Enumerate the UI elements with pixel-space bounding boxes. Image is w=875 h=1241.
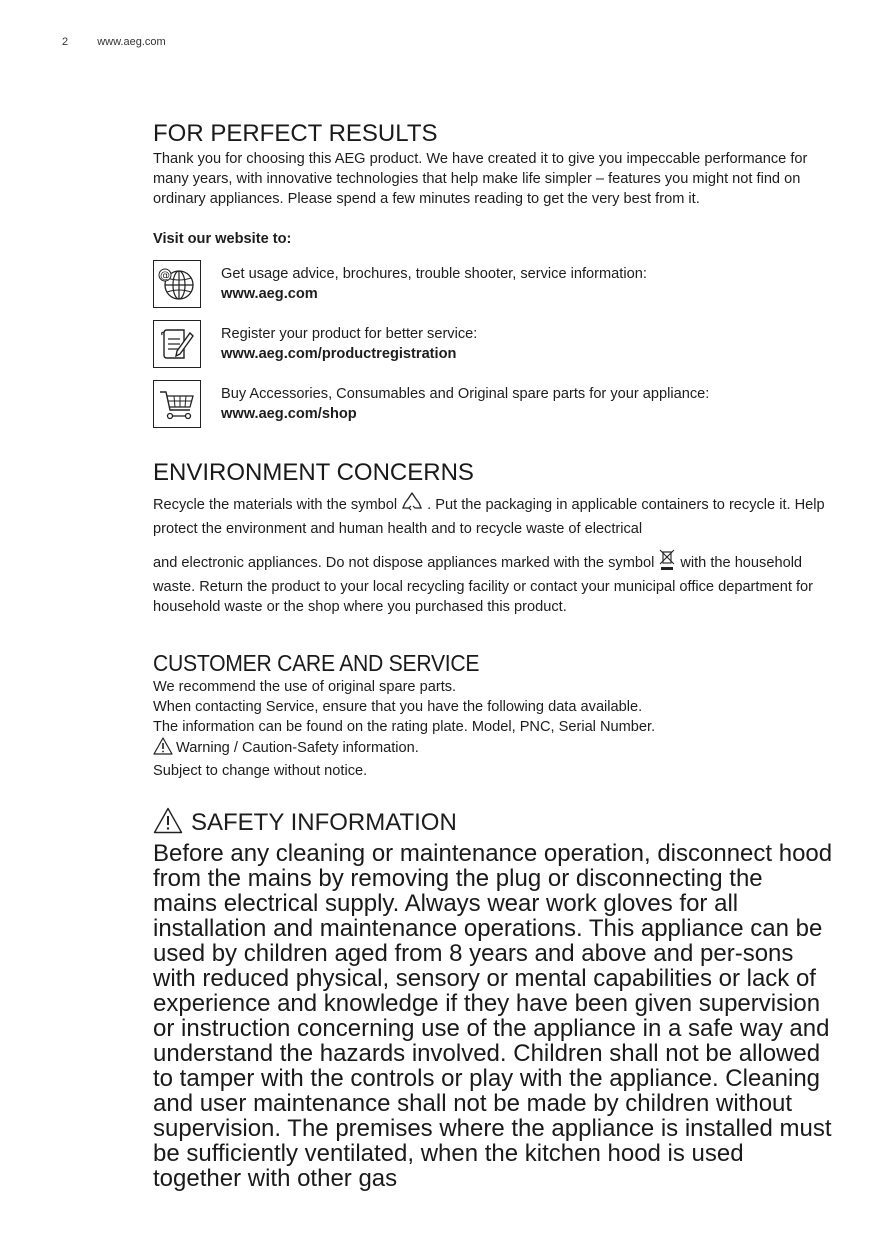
intro-paragraph: Thank you for choosing this AEG product. We have created it to give you impeccable performance for many years, with innovative technologies that help make life simpler – features you might not find on ordinary appliances. Please spend a few minutes reading to get the very best from it. bbox=[153, 151, 808, 207]
care-line-5: Subject to change without notice. bbox=[153, 763, 368, 779]
link-shop-description: Buy Accessories, Consumables and Original spare parts for your appliance: bbox=[221, 386, 710, 402]
section-title-perfect-results: FOR PERFECT RESULTS bbox=[153, 120, 438, 147]
care-line-1: We recommend the use of original spare parts. bbox=[153, 679, 457, 695]
shopping-cart-icon bbox=[153, 380, 201, 428]
globe-icon bbox=[153, 260, 201, 308]
environment-text-4: with the household waste. Return the product to your local recycling facility or contact your municipal office department for household waste or the shop where you purchased this product. bbox=[153, 555, 814, 615]
link-row-support bbox=[153, 259, 843, 309]
safety-title-label: SAFETY INFORMATION bbox=[191, 809, 457, 836]
link-row-registration bbox=[153, 319, 843, 369]
link-registration-text bbox=[221, 324, 477, 364]
section-title-environment: ENVIRONMENT CONCERNS bbox=[153, 459, 474, 486]
environment-text-1: Recycle the materials with the symbol bbox=[153, 497, 398, 513]
care-line-2: When contacting Service, ensure that you have the following data available. bbox=[153, 699, 643, 715]
safety-paragraph: Before any cleaning or maintenance operation, disconnect hood from the mains by removing the plug or disconnecting the mains electrical supply. Always wear work gloves for all installation and maintenance operations. This appliance can be used by children aged from 8 years and above and per-sons with reduced physical, sensory or mental capabilities or lack of experience and knowledge if they have been given supervision or instruction concerning use of the appliance in a safe way and understand the hazards involved. Children shall not be allowed to tamper with the controls or play with the appliance. Cleaning and user maintenance shall not be made by children without supervision. The premises where the appliance is installed must be sufficiently ventilated, when the kitchen hood is used together with other gas bbox=[153, 840, 833, 1192]
header-website[interactable]: www.aeg.com bbox=[97, 36, 166, 48]
section-title-customer-care: CUSTOMER CARE AND SERVICE bbox=[153, 650, 480, 676]
environment-text-2: . Put the packaging in applicable containers to recycle it. Help protect the environment and human health and to recycle waste of electrical bbox=[153, 497, 825, 537]
link-shop-text bbox=[221, 384, 709, 424]
section-title-safety bbox=[153, 807, 843, 839]
environment-text-3: and electronic appliances. Do not dispose appliances marked with the symbol bbox=[153, 555, 655, 571]
registration-form-icon bbox=[153, 320, 201, 368]
link-support-text bbox=[221, 264, 647, 304]
visit-website-label: Visit our website to: bbox=[153, 231, 292, 247]
care-line-4 bbox=[153, 737, 843, 761]
link-registration-description: Register your product for better service: bbox=[221, 326, 478, 342]
svg-text:@: @ bbox=[160, 270, 170, 282]
care-line-3: The information can be found on the rating plate. Model, PNC, Serial Number. bbox=[153, 719, 656, 735]
link-support-description: Get usage advice, brochures, trouble shooter, service information: bbox=[221, 266, 647, 282]
safety-warning-icon bbox=[153, 807, 183, 839]
page-content bbox=[153, 120, 843, 1191]
page-number: 2 bbox=[62, 36, 69, 48]
recycle-icon bbox=[401, 491, 423, 519]
warning-caption: Warning / Caution-Safety information. bbox=[176, 740, 419, 756]
link-shop-url[interactable]: www.aeg.com/shop bbox=[221, 406, 357, 422]
link-registration-url[interactable]: www.aeg.com/productregistration bbox=[221, 346, 457, 362]
warning-icon bbox=[153, 737, 173, 761]
link-row-shop bbox=[153, 379, 843, 429]
crossed-bin-icon bbox=[658, 549, 676, 577]
page-header bbox=[62, 36, 166, 48]
link-support-url[interactable]: www.aeg.com bbox=[221, 286, 318, 302]
environment-paragraph bbox=[153, 491, 843, 617]
